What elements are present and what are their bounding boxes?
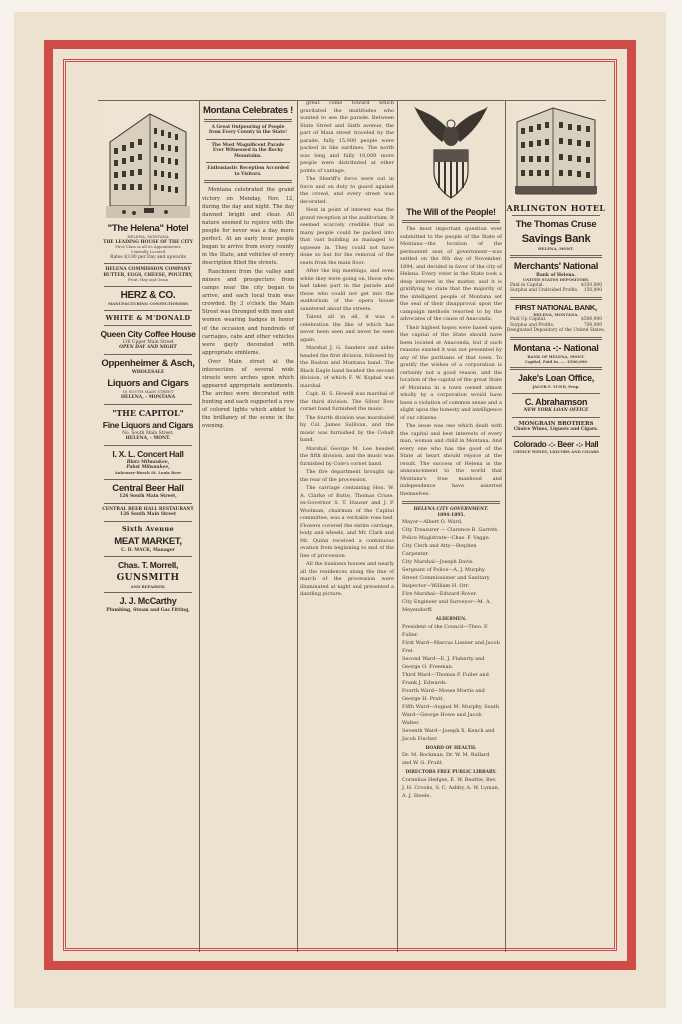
- abrahamson-name: C. Abrahamson: [524, 396, 588, 407]
- fine-liquors-address: No. South Main Street,: [122, 430, 174, 436]
- article-paragraph: Marshal J. G. Sanders and aides headed the first division, followed by the Boston and Montana band. The Black Eagle band headed the second division, of which F. W. Kopbal was marshal.: [300, 345, 394, 389]
- advertising-column-left: [98, 100, 198, 952]
- queen-city-address: 136 Upper Main Street: [122, 339, 174, 345]
- aldermen-list: [398, 623, 504, 743]
- helena-hotel-rates: Rates $3.00 per Day and upwards: [110, 254, 186, 260]
- library-title: DIRECTORS FREE PUBLIC LIBRARY.: [405, 770, 497, 776]
- advertising-column-right: [506, 100, 606, 952]
- article-paragraph: Over Main street at the intersection of several wide streets were arches upon which appeared appropriate sentiments. The arches were decorated with bunting and each supported a row of colored lights which added to the brilliancy of the scene in the evening.: [202, 358, 294, 430]
- article-paragraph: Capt. H. S. Howell was marshal of the third division. The Silver Bow cornet band furnished the music.: [300, 391, 394, 412]
- helena-hotel-line1: First-Class in all its Appointments: [115, 244, 181, 250]
- will-of-people-title: The Will of the People!: [406, 207, 496, 217]
- restaurant-address: 126 South Main Street: [120, 512, 176, 518]
- central-beer-hall: Central Beer Hall: [112, 482, 184, 494]
- montana-national-sub: BANK OF HELENA, MONT.: [527, 353, 585, 359]
- liquors-cigars: Liquors and Cigars: [107, 378, 189, 390]
- board-of-health-title: BOARD OF HEALTH.: [425, 745, 477, 751]
- helena-hotel-title: "The Helena" Hotel: [107, 223, 189, 234]
- ny-loan-office: NEW YORK LOAN OFFICE: [523, 408, 589, 413]
- montana-national-capital: Capital, Paid In ..... $500,000: [524, 358, 588, 364]
- designated-depository: Designated Depository of the United States.: [506, 328, 606, 334]
- article-body-continued: [298, 100, 396, 599]
- surplus2-label: Surplus and Profits.: [510, 322, 555, 328]
- pabst-beer: Pabst Milwaukee,: [126, 465, 170, 471]
- officer-entry: City Treasurer — Clarence B. Garrett.: [402, 527, 499, 534]
- first-national-bank: FIRST NATIONAL BANK,: [515, 302, 597, 312]
- ixl-concert-hall: I. X. L. Concert Hall: [112, 448, 184, 459]
- arlington-hotel-illustration: [513, 102, 599, 200]
- gunsmith-title: GUNSMITH: [116, 573, 180, 584]
- article-will-of-people: [398, 100, 504, 952]
- herz-title: HERZ & CO.: [120, 289, 176, 301]
- page-content: [98, 100, 606, 952]
- bank-of-helena: Bank of Helena.: [536, 272, 576, 278]
- helena-montana: HELENA, - MONTANA: [120, 395, 176, 401]
- blatz-beer: Blatz Milwaukee,: [126, 459, 170, 465]
- surplus2-value: 700,000: [583, 322, 602, 328]
- savings-bank: Savings Bank: [521, 233, 591, 246]
- colorado-beer-hall: Colorado -:- Beer -:- Hall: [513, 439, 599, 449]
- helena-hotel-line2: Centrally Located: [130, 248, 166, 254]
- officer-entry: Mayor—Albert O. Ward,: [402, 519, 463, 526]
- white-mcdonald: WHITE & M'DONALD: [105, 314, 191, 323]
- article-continued: [298, 100, 396, 952]
- commission-company: HELENA COMMISSION COMPANY: [105, 267, 191, 273]
- article-paragraph: Next in point of interest was the grand reception at the auditorium. It seemed scarcely credible that so many people could be packed into that vast building as managed to squeeze in. They could not have done so but for the removal of the seats from the main floor.: [300, 207, 394, 266]
- open-day-night: OPEN DAY AND NIGHT: [119, 345, 177, 351]
- queen-city-title: Queen City Coffee House: [100, 328, 196, 339]
- helena-hotel-location: HELENA, MONTANA: [127, 233, 169, 239]
- mccarthy-plumbing: Plumbing, Steam and Gas Fitting,: [106, 607, 190, 613]
- mccarthy-name: J. J. McCarthy: [119, 596, 177, 607]
- article-paragraph: great come toward which gravitated the multitudes who wanted to see the parade. Between State Street and Sixth avenue, the part of Main street traveled by the parade, fully 15,000 people were packed in like sardines. The north was long and fully 10,000 more people were distributed at other points of vantage.: [300, 100, 394, 174]
- capital-value: $350,000: [581, 282, 602, 288]
- meat-market: MEAT MARKET,: [114, 535, 182, 547]
- article-paragraph: Ranchmen from the valley and miners and prospectors from camps near the city began to arrive, and each local train was crowded. By 3 o'clock the Main Street was thronged with men and women wearing badges in honor of the occasion and hundreds of carriages, cabs and other vehicles were gayly decorated with appropriate emblems.: [202, 269, 294, 356]
- will-of-people-body: [398, 226, 504, 498]
- paid-up-label: Paid Up Capital.: [510, 317, 547, 323]
- wholesale-label: WHOLESALE: [131, 369, 165, 375]
- officer-entry: City Marshal—Joseph Davis.: [402, 559, 474, 566]
- jakes-loan-office: Jake's Loan Office,: [518, 373, 594, 384]
- article-paragraph: All the business houses and nearly all the residences along the line of march of the procession were illuminated at night and presented a dazzling picture.: [300, 561, 394, 597]
- alderman-entry: Third Ward—Thomas P. Fuller and Frank J. Edwards.: [402, 671, 489, 686]
- officer-entry: City Clerk and Atty—Stephen Carpenter.: [402, 543, 477, 558]
- savings-bank-location: HELENA, MONT.: [538, 245, 574, 251]
- mongrain-brothers: MONGRAIN BROTHERS: [518, 420, 594, 427]
- paid-up-value: $500,000: [581, 317, 602, 323]
- fine-liquors: Fine Liquors and Cigars: [102, 419, 194, 430]
- eagle-shield-illustration: [412, 102, 490, 204]
- article-body: [200, 186, 296, 430]
- officer-entry: Police Magistrate—Chas. F. Vagge.: [402, 535, 491, 542]
- article-paragraph: The most important question ever submitted to the people of the State of Montana—the location of the permanent seat of government—was settled on the 6th day of November, 1894, and decided in favor of the city of Helena. Every voter in the State took a deep interest in the matter, and it is gratifying to state that the majority of the intelligent people of Montana set the seal of their disapproval upon the campaign methods resorted to by the advocates of the cause of Anaconda.: [400, 226, 502, 323]
- first-national-city: HELENA, MONTANA.: [533, 311, 579, 317]
- arlington-hotel: ARLINGTON HOTEL: [506, 203, 606, 213]
- central-beer-address: 126 South Main Street,: [119, 494, 177, 500]
- commission-products: BUTTER, EGGS, CHEESE, POULTRY,: [103, 272, 193, 278]
- article-deck-2: The Most Magnificent Parade Ever Witnessed in the Rocky Mountains.: [211, 142, 285, 159]
- anheuser-beer: Anheuser-Busch St. Louis Beer: [114, 469, 182, 475]
- article-title: Montana Celebrates !: [202, 105, 294, 116]
- herz-subtitle: MANUFACTURING CONFECTIONERS: [107, 301, 189, 307]
- alderman-entry: Seventh Ward—Joseph X. Kench and Jacob Fischer.: [402, 727, 495, 742]
- city-officers-list: [398, 518, 504, 614]
- montana-national: Montana -:- National: [513, 342, 599, 354]
- article-paragraph: Talent all in all, it was a celebration the like of which has never been seen and never be seen again.: [300, 314, 394, 343]
- city-government-title: HELENA CITY GOVERNMENT.: [413, 507, 489, 513]
- surplus-label: Surplus and Undivided Profits.: [510, 288, 579, 294]
- city-government-years: 1894-1895.: [437, 512, 465, 518]
- article-paragraph: The fire department brought up the rear of the procession.: [300, 469, 394, 483]
- article-paragraph: Their highest hopes were based upon the capital of the State should have been located at Anaconda, but if such reasons existed it was not presented by any of the partisans of that town. To gratify the wishes of a corporation is certainly not a good reason, and the location of the capital of the great State of Montana in a town owned almost wholly by a corporation would have been a violation of common sense and a slight upon the honesty and intelligence of our citizens.: [400, 324, 502, 421]
- article-paragraph: The fourth division was marshaled by Col. James Sullivan, and the music was furnished by the Cobalt band.: [300, 414, 394, 443]
- article-paragraph: After the big meetings, and even while they were going on, those who had taken part in the parade and those who could not get into the auditorium of the opera house sauntered about the streets.: [300, 268, 394, 312]
- officer-entry: Street Commissioner and Sanitary Inspector—William H. Orr.: [402, 575, 490, 590]
- officer-entry: Sergeant of Police—A. J. Murphy.: [402, 567, 486, 574]
- article-paragraph: The Sheriff's force were out in force and on duty to guard against the crowd, and every street was decorated.: [300, 176, 394, 205]
- choice-wines: Choice Wines, Liquors and Cigars.: [513, 427, 599, 433]
- capital-label: Paid in Capital.: [510, 282, 544, 288]
- article-paragraph: Montana celebrated the grand victory on Monday, Nov. 12, during the day and night. The day dawned bright and clear. All nature seemed to rejoice with the people for never was a day more perfect. At an early hour people began to arrive from every county in the State, and vehicles of every description filled the streets.: [202, 187, 294, 267]
- alderman-entry: President of the Council—Theo. F. Fuller.: [402, 623, 489, 638]
- library-directors: Cornelius Hedges, E. W. Beattie, Rev. J. H. Crooks, S. C. Ashby, A. W. Lyman, A. J. Steele.: [402, 776, 500, 799]
- meat-market-manager: C. D. MACK, Manager: [121, 547, 175, 553]
- helena-hotel-tagline: THE LEADING HOUSE OF THE CITY: [103, 239, 193, 245]
- aldermen-title: ALDERMEN.: [435, 617, 467, 623]
- alderman-entry: Second Ward—E. J. Flaherty and George O. Freeman.: [402, 655, 485, 670]
- article-deck-1: A Great Outpouring of People from Every County in the State!: [208, 124, 288, 136]
- central-restaurant: CENTRAL BEER HALL RESTAURANT: [102, 506, 194, 512]
- merchants-national: Merchants' National: [513, 260, 599, 272]
- commission-products-2: Fruit, Hay and Grain: [127, 277, 169, 283]
- us-depository: UNITED STATES DEPOSITORY.: [522, 277, 590, 283]
- officer-entry: City Engineer and Surveyor—M. A. Meyendorff.: [402, 599, 492, 614]
- surplus-value: 150,000: [583, 288, 602, 294]
- article-paragraph: Marshal George M. Lee headed the fifth division, and the music was furnished by Cole's cornet band.: [300, 445, 394, 467]
- colorado-sub: CHOICE WINES, LIQUORS AND CIGARS: [512, 449, 600, 455]
- board-of-health: Dr. M. Rockman, Dr. W. M. Bullard and W. G. Pruitt.: [402, 752, 490, 767]
- gunsmith-repairer: AND REPAIRER.: [130, 583, 166, 589]
- article-montana-celebrates: [200, 100, 296, 952]
- thomas-cruse: The Thomas Cruse: [515, 219, 597, 231]
- alderman-entry: First Ward—Marcus Lissner and Jacob Frei.: [402, 639, 500, 654]
- oppenheimer-title: Oppenheimer & Asch,: [101, 357, 195, 369]
- capitol-title: "THE CAPITOL": [112, 407, 184, 418]
- liquors-address: 16 SOUTH MAIN STREET: [122, 389, 174, 395]
- article-paragraph: The carriage containing Hon. W. A. Clarke of Butte, Thomas Cruse, ex-Governor S. T. Hauser and J. P. Woolman, chairman of the Capital committee, was a veritable rose bed. Flowers covered the entire carriage, body and wheels, and Mr. Clark and Mr. Quinn received a continuous ovation from beginning to end of the line of procession.: [300, 485, 394, 559]
- officer-entry: Fire Marshal—Edward Rover.: [402, 591, 478, 598]
- morrell-name: Chas. T. Morrell,: [117, 560, 179, 571]
- sixth-avenue: Sixth Avenue: [121, 524, 175, 533]
- article-deck-3: Enthusiastic Reception Accorded to Visitors.: [207, 166, 289, 177]
- alderman-entry: Fourth Ward—Moses Morris and George H. Pratt.: [402, 687, 485, 702]
- article-paragraph: The issue was one which dealt with the capital and best interests of every man, woman and child in Montana. And every one who has the good of the State at heart should rejoice at the result. The success of Helena is the announcement to the world that Montana's true manhood and independence have asserted themselves.: [400, 423, 502, 497]
- alderman-entry: Fifth Ward—August M. Murphy. South Ward—George Howe and Jacob Walter.: [402, 703, 500, 726]
- jakes-proprietor: JACOB F. YUND, Prop.: [532, 383, 580, 389]
- merchants-surplus-row: [506, 288, 606, 294]
- helena-mont-2: HELENA, - MONT.: [125, 436, 171, 442]
- helena-hotel-illustration: [104, 102, 192, 220]
